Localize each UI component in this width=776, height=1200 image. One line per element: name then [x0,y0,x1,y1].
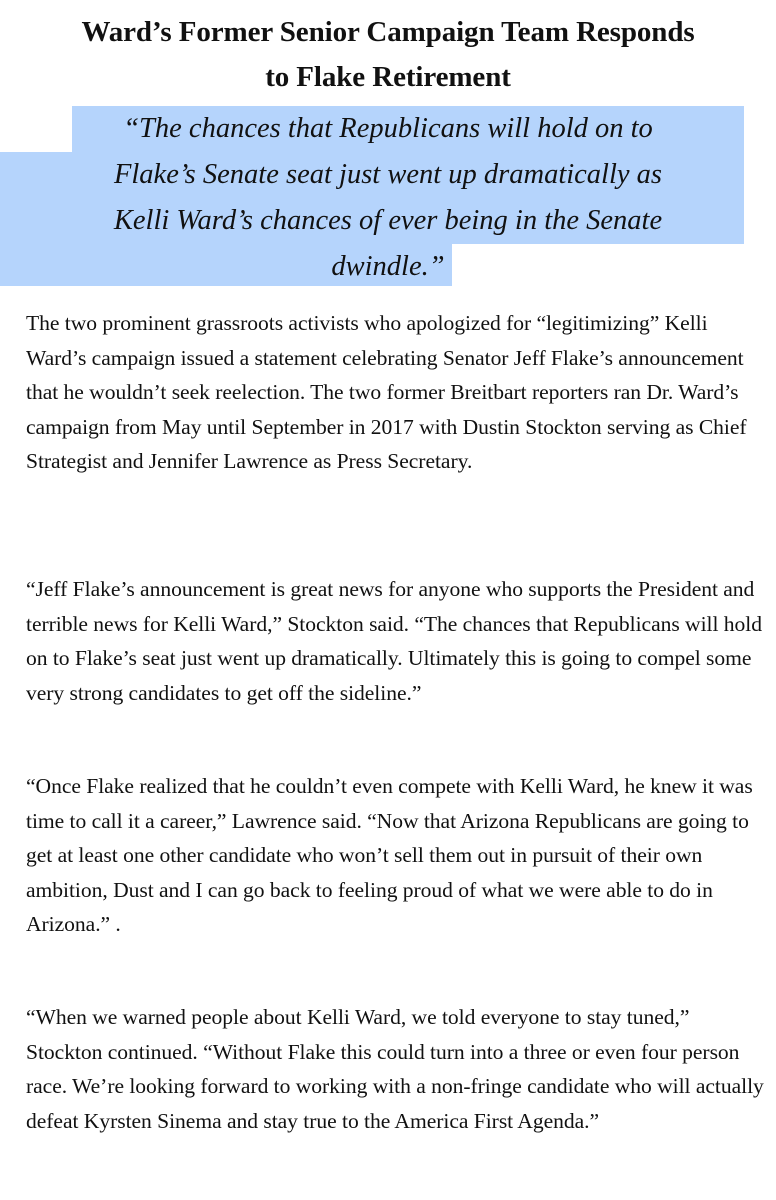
pull-quote-line-4: dwindle.” [331,251,445,282]
pull-quote [0,106,776,290]
paragraph-4: “When we warned people about Kelli Ward, we told everyone to stay tuned,” Stockton continued. “Without Flake this could turn into a three or even four person race. We’re looking forward to working with a non-fringe candidate who will actually defeat Kyrsten Sinema and stay true to the America First Agenda.” [26,1005,764,1133]
title-line-2: to Flake Retirement [265,61,511,93]
pull-quote-line-3: Kelli Ward’s chances of ever being in the Senate [113,205,663,236]
pull-quote-line-2: Flake’s Senate seat just went up dramatically as [113,159,663,190]
article-title [0,10,776,100]
paragraph-3: “Once Flake realized that he couldn’t even compete with Kelli Ward, he knew it was time to call it a career,” Lawrence said. “Now that Arizona Republicans are going to get at least one other candidate who won’t sell them out in pursuit of their own ambition, Dust and I can go back to feeling proud of what we were able to do in Arizona.” . [26,774,753,937]
pull-quote-text [0,106,776,290]
paragraph-2: “Jeff Flake’s announcement is great news for anyone who supports the President and terrible news for Kelli Ward,” Stockton said. “The chances that Republicans will hold on to Flake’s seat just went up dramatically. Ultimately this is going to compel some very strong candidates to get off the sideline.” [26,577,762,705]
pull-quote-line-1: “The chances that Republicans will hold on to [123,113,653,144]
title-line-1: Ward’s Former Senior Campaign Team Responds [81,16,695,48]
paragraph-1: The two prominent grassroots activists who apologized for “legitimizing” Kelli Ward’s campaign issued a statement celebrating Senator Jeff Flake’s announcement that he wouldn’t seek reelection. The two former Breitbart reporters ran Dr. Ward’s campaign from May until September in 2017 with Dustin Stockton serving as Chief Strategist and Jennifer Lawrence as Press Secretary. [26,311,747,474]
